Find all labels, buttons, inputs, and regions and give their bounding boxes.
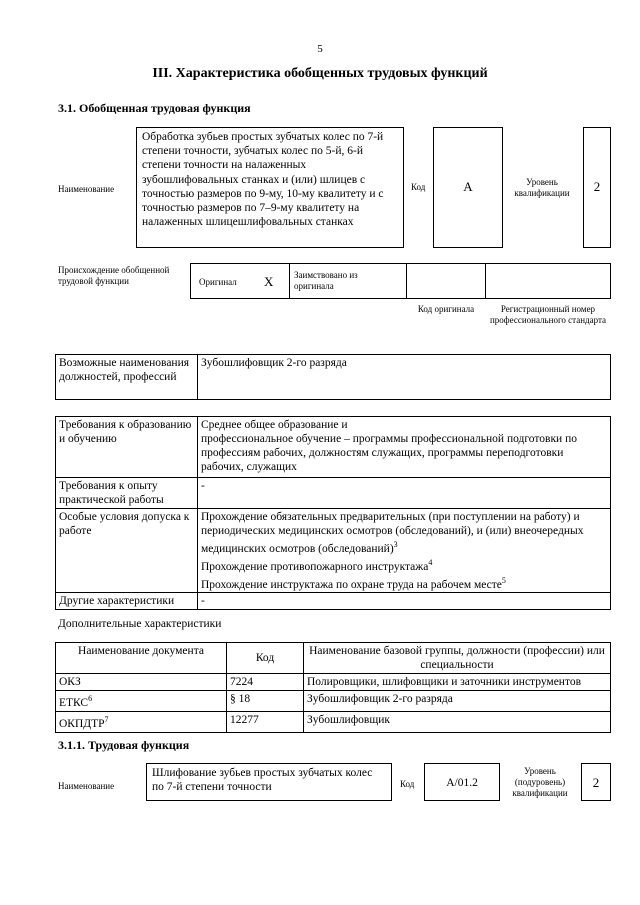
otf-level-label: Уровень квалификации — [514, 177, 570, 198]
additional-code: 7224 — [227, 674, 304, 691]
tf-code-value-box — [424, 763, 500, 801]
additional-header-row — [56, 643, 611, 674]
origin-code-box — [406, 263, 486, 299]
additional-title: Дополнительные характеристики — [58, 618, 222, 630]
otf-code-value-box — [433, 127, 503, 248]
tf-level-label: Уровень (подуровень) квалификации — [512, 766, 568, 798]
req-value — [198, 417, 611, 478]
origin-reg-caption: Регистрационный номер профессионального стандарта — [489, 304, 607, 325]
origin-reg-box — [485, 263, 611, 299]
origin-code-caption: Код оригинала — [417, 304, 475, 314]
otf-level-value-box — [583, 127, 611, 248]
otf-level-value: 2 — [593, 179, 601, 194]
tf-title: 3.1.1. Трудовая функция — [58, 738, 190, 752]
req-label: Особые условия допуска к работе — [56, 509, 198, 593]
otf-name-value: Обработка зубьев простых зубчатых колес по 7-й степени точности, зубчатых колес по 5-й, 6-й степени точности на налаженных зубошлифовальных станках и (или) шлицев с точностью размеров по 9-му, 10-му квалитету и с точностью размеров по 7–9-му квалитету на налаженных шлицешлифовальных станках — [136, 127, 404, 248]
additional-doc: ОКПДТР$^7$ — [56, 711, 227, 732]
otf-name-label: Наименование — [58, 184, 115, 194]
tf-name-value: Шлифование зубьев простых зубчатых колес по 7-й степени точности — [146, 763, 392, 801]
additional-name: Зубошлифовщик 2-го разряда — [304, 691, 611, 712]
req-line: профессиональное обучение – программы профессиональной подготовки по профессиям рабочих, должностям служащих, программы переподготовки рабочих, служащих — [201, 433, 577, 473]
req-line: Прохождение обязательных предварительных (при поступлении на работу) и периодических медицинских осмотров (обследований), и (или) внеочередных медицинских осмотров (обследований)$^3$ — [201, 511, 584, 555]
req-value: - — [198, 478, 611, 509]
req-row-special — [56, 509, 611, 593]
additional-header-code: Код — [227, 643, 304, 674]
tf-code-label: Код — [400, 779, 415, 789]
additional-name: Зубошлифовщик — [304, 711, 611, 732]
req-value — [198, 509, 611, 593]
req-line: Среднее общее образование и — [201, 419, 348, 431]
positions-value: Зубошлифовщик 2-го разряда — [198, 355, 611, 400]
section-title: III. Характеристика обобщенных трудовых функций — [152, 66, 488, 81]
req-label: Другие характеристики — [56, 593, 198, 610]
req-line: Прохождение инструктажа по охране труда на рабочем месте$^5$ — [201, 575, 506, 591]
origin-borrowed-box — [289, 263, 407, 299]
additional-table — [55, 642, 611, 733]
otf-code-value: A — [463, 179, 473, 194]
origin-original-label: Оригинал — [199, 277, 237, 287]
otf-code-label: Код — [411, 182, 426, 192]
tf-level-value: 2 — [592, 775, 600, 790]
requirements-table — [55, 416, 611, 610]
subsection-title: 3.1. Обобщенная трудовая функция — [58, 101, 251, 115]
origin-borrowed-label: Заимствовано из оригинала — [294, 270, 358, 291]
positions-label: Возможные наименования должностей, профессий — [56, 355, 198, 400]
table-row — [56, 691, 611, 712]
req-value: - — [198, 593, 611, 610]
page-number: 5 — [317, 43, 323, 55]
additional-header-name: Наименование базовой группы, должности (профессии) или специальности — [304, 643, 611, 674]
req-line: Прохождение противопожарного инструктажа$^4$ — [201, 557, 433, 573]
positions-table — [55, 354, 611, 400]
req-row-other — [56, 593, 611, 610]
additional-name: Полировщики, шлифовщики и заточники инструментов — [304, 674, 611, 691]
req-row-education — [56, 417, 611, 478]
req-label: Требования к образованию и обучению — [56, 417, 198, 478]
tf-name-label: Наименование — [58, 781, 115, 791]
req-row-experience — [56, 478, 611, 509]
req-label: Требования к опыту практической работы — [56, 478, 198, 509]
origin-label: Происхождение обобщенной трудовой функции — [58, 265, 170, 286]
additional-code: § 18 — [227, 691, 304, 712]
additional-doc: ОКЗ — [56, 674, 227, 691]
tf-code-value: A/01.2 — [446, 777, 478, 789]
origin-original-box — [190, 263, 290, 299]
table-row — [56, 674, 611, 691]
tf-level-value-box — [581, 763, 611, 801]
table-row — [56, 711, 611, 732]
additional-doc: ЕТКС$^6$ — [56, 691, 227, 712]
origin-original-mark: X — [264, 274, 274, 289]
additional-header-doc: Наименование документа — [56, 643, 227, 674]
additional-code: 12277 — [227, 711, 304, 732]
